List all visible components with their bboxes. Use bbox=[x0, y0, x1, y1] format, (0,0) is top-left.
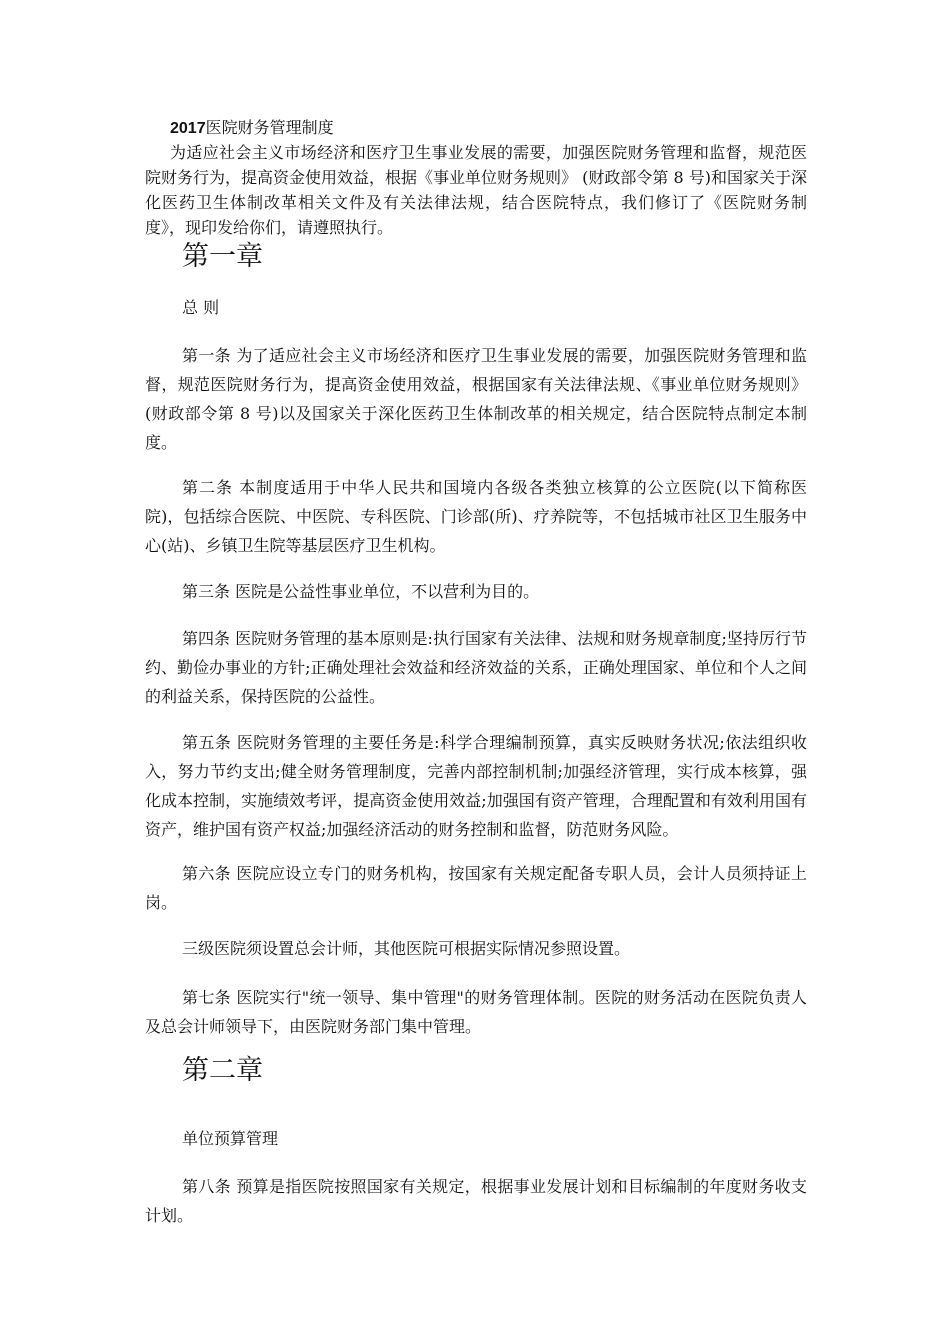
chapter-1-title: 总 则 bbox=[182, 298, 220, 317]
article-5: 第五条 医院财务管理的主要任务是:科学合理编制预算，真实反映财务状况;依法组织收入，努力节约支出;健全财务管理制度，完善内部控制机制;加强经济管理，实行成本核算，强化成本控制，实施绩效考评，提高资金使用效益;加强国有资产管理，合理配置和有效利用国有资产，维护国有资产权益;加强经济活动的财务控制和监督，防范财务风险。 bbox=[145, 733, 807, 839]
article-8: 第八条 预算是指医院按照国家有关规定，根据事业发展计划和目标编制的年度财务收支计划。 bbox=[145, 1177, 807, 1225]
article-6-supplement: 三级医院须设置总会计师，其他医院可根据实际情况参照设置。 bbox=[182, 939, 631, 958]
document-title bbox=[170, 116, 334, 141]
article-6: 第六条 医院应设立专门的财务机构，按国家有关规定配备专职人员，会计人员须持证上岗。 bbox=[145, 864, 807, 912]
article-3: 第三条 医院是公益性事业单位，不以营利为目的。 bbox=[182, 582, 540, 601]
document-title-year: 2017 bbox=[170, 120, 206, 137]
chapter-2-heading: 第二章 bbox=[182, 1055, 263, 1086]
article-4: 第四条 医院财务管理的基本原则是:执行国家有关法律、法规和财务规章制度;坚持厉行节约、勤俭办事业的方针;正确处理社会效益和经济效益的关系，正确处理国家、单位和个人之间的利益关系，保持医院的公益性。 bbox=[145, 629, 807, 706]
article-7: 第七条 医院实行"统一领导、集中管理"的财务管理体制。医院的财务活动在医院负责人及总会计师领导下，由医院财务部门集中管理。 bbox=[145, 988, 807, 1036]
article-1: 第一条 为了适应社会主义市场经济和医疗卫生事业发展的需要，加强医院财务管理和监督，规范医院财务行为，提高资金使用效益，根据国家有关法律法规、《事业单位财务规则》(财政部令第 8 号)以及国家关于深化医药卫生体制改革的相关规定，结合医院特点制定本制度。 bbox=[145, 346, 807, 452]
document-title-text: 医院财务管理制度 bbox=[205, 118, 334, 137]
article-2: 第二条 本制度适用于中华人民共和国境内各级各类独立核算的公立医院(以下简称医院)，包括综合医院、中医院、专科医院、门诊部(所)、疗养院等，不包括城市社区卫生服务中心(站)、乡镇卫生院等基层医疗卫生机构。 bbox=[145, 478, 807, 555]
intro-paragraph: 为适应社会主义市场经济和医疗卫生事业发展的需要，加强医院财务管理和监督，规范医院财务行为，提高资金使用效益，根据《事业单位财务规则》 (财政部令第 8 号)和国家关于深化医药卫生体制改革相关文件及有关法律法规，结合医院特点，我们修订了《医院财务制度》，现印发给你们，请遵照执行。 bbox=[145, 143, 807, 237]
chapter-2-title: 单位预算管理 bbox=[182, 1129, 279, 1148]
chapter-1-heading: 第一章 bbox=[182, 241, 263, 272]
